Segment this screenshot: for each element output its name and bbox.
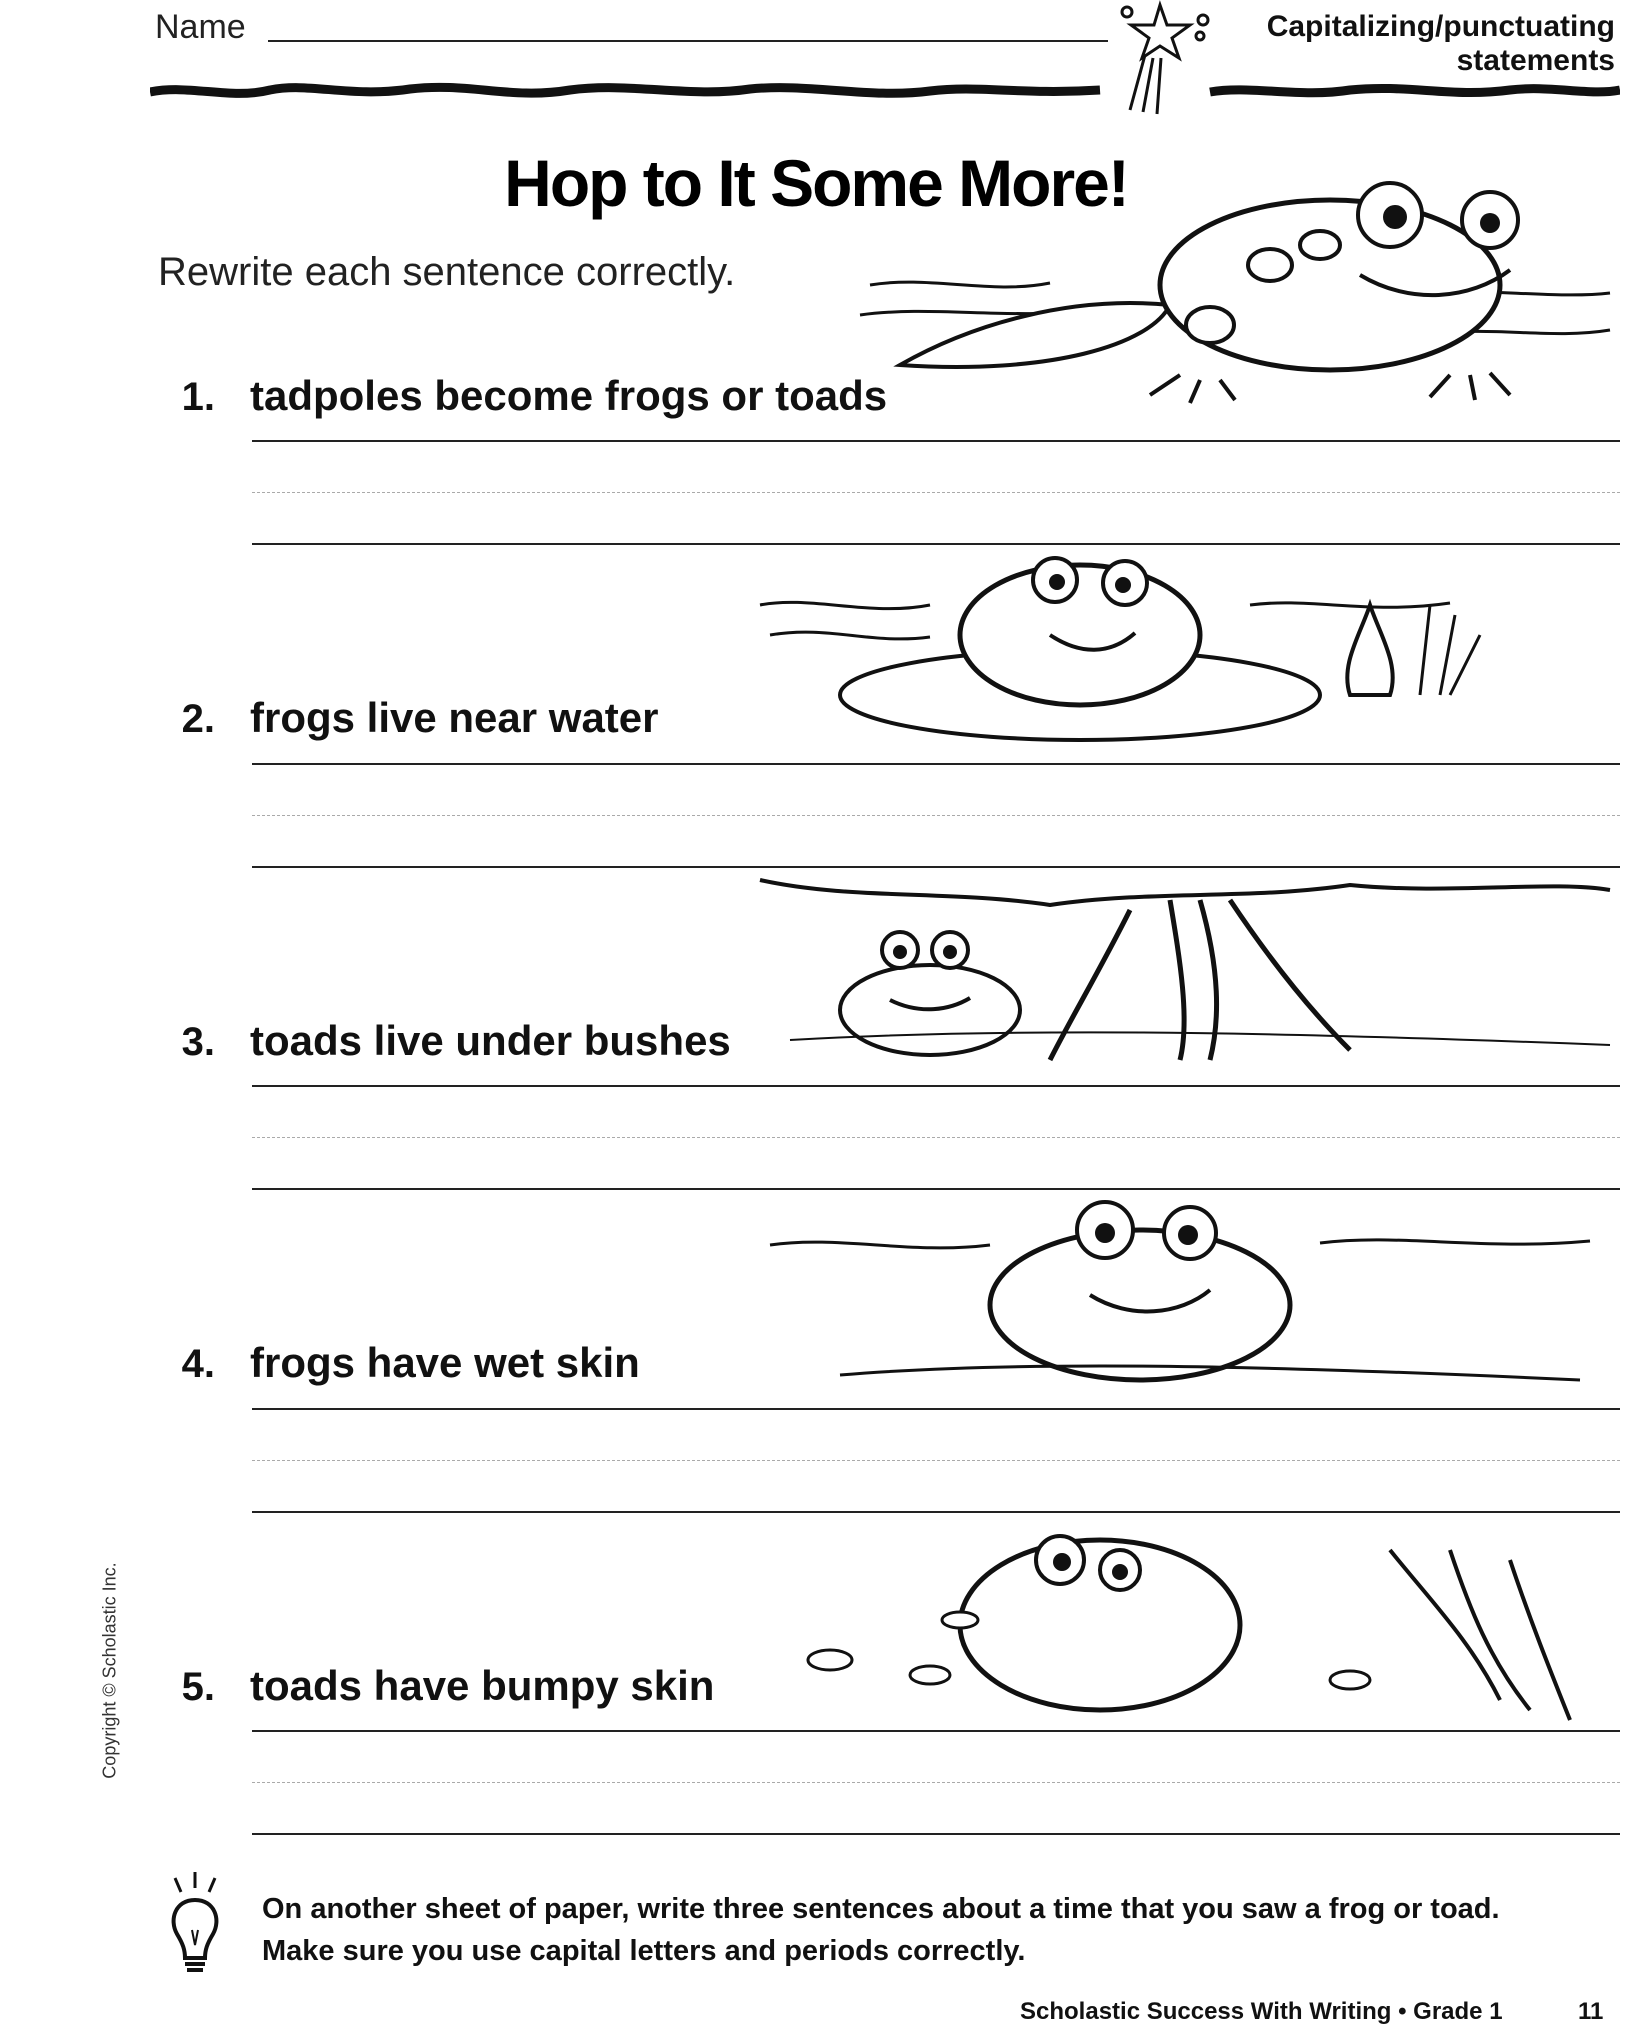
writing-line-mid <box>252 1782 1620 1783</box>
writing-line-mid <box>252 815 1620 816</box>
frog-on-rocks-illustration <box>760 1185 1600 1400</box>
toad-in-dirt-illustration <box>770 1500 1600 1730</box>
item-number: 1. <box>181 375 215 419</box>
skill-line-2: statements <box>1456 44 1615 77</box>
writing-line-top[interactable] <box>252 1730 1620 1732</box>
writing-line-top[interactable] <box>252 1408 1620 1410</box>
item-number: 4. <box>181 1342 215 1386</box>
extension-activity <box>262 1888 1500 1972</box>
instructions: Rewrite each sentence correctly. <box>158 250 736 294</box>
item-sentence: toads have bumpy skin <box>250 1662 715 1709</box>
toad-under-bush-illustration <box>750 860 1620 1070</box>
writing-line-top[interactable] <box>252 763 1620 765</box>
writing-line-base[interactable] <box>252 1511 1620 1513</box>
page-title: Hop to It Some More! <box>504 146 1128 220</box>
name-write-line[interactable] <box>268 40 1108 42</box>
writing-line-mid <box>252 1460 1620 1461</box>
item-number: 2. <box>181 697 215 741</box>
writing-line-mid <box>252 492 1620 493</box>
extension-line-1: On another sheet of paper, write three sentences about a time that you saw a frog or toad. <box>262 1893 1500 1925</box>
writing-line-top[interactable] <box>252 440 1620 442</box>
writing-line-base[interactable] <box>252 1833 1620 1835</box>
writing-line-base[interactable] <box>252 543 1620 545</box>
item-number: 3. <box>181 1020 215 1064</box>
item-sentence: tadpoles become frogs or toads <box>250 372 888 419</box>
item-sentence: frogs live near water <box>250 694 659 741</box>
item-number: 5. <box>181 1665 215 1709</box>
header-divider <box>150 80 1620 106</box>
series-footer: Scholastic Success With Writing • Grade 1 <box>1020 1998 1503 2025</box>
writing-line-base[interactable] <box>252 866 1620 868</box>
frog-on-log-illustration <box>850 175 1620 405</box>
item-sentence: toads live under bushes <box>250 1017 731 1064</box>
writing-line-top[interactable] <box>252 1085 1620 1087</box>
name-label: Name <box>155 8 246 46</box>
item-sentence: frogs have wet skin <box>250 1339 640 1386</box>
writing-line-base[interactable] <box>252 1188 1620 1190</box>
page-number: 11 <box>1578 1998 1604 2025</box>
writing-line-mid <box>252 1137 1620 1138</box>
frog-on-lily-pad-illustration <box>750 545 1490 755</box>
skill-label <box>1225 10 1615 78</box>
extension-line-2: Make sure you use capital letters and periods correctly. <box>262 1935 1026 1967</box>
skill-line-1: Capitalizing/punctuating <box>1266 10 1615 43</box>
copyright-notice: Copyright © Scholastic Inc. <box>99 1562 120 1779</box>
lightbulb-icon <box>165 1870 225 1980</box>
